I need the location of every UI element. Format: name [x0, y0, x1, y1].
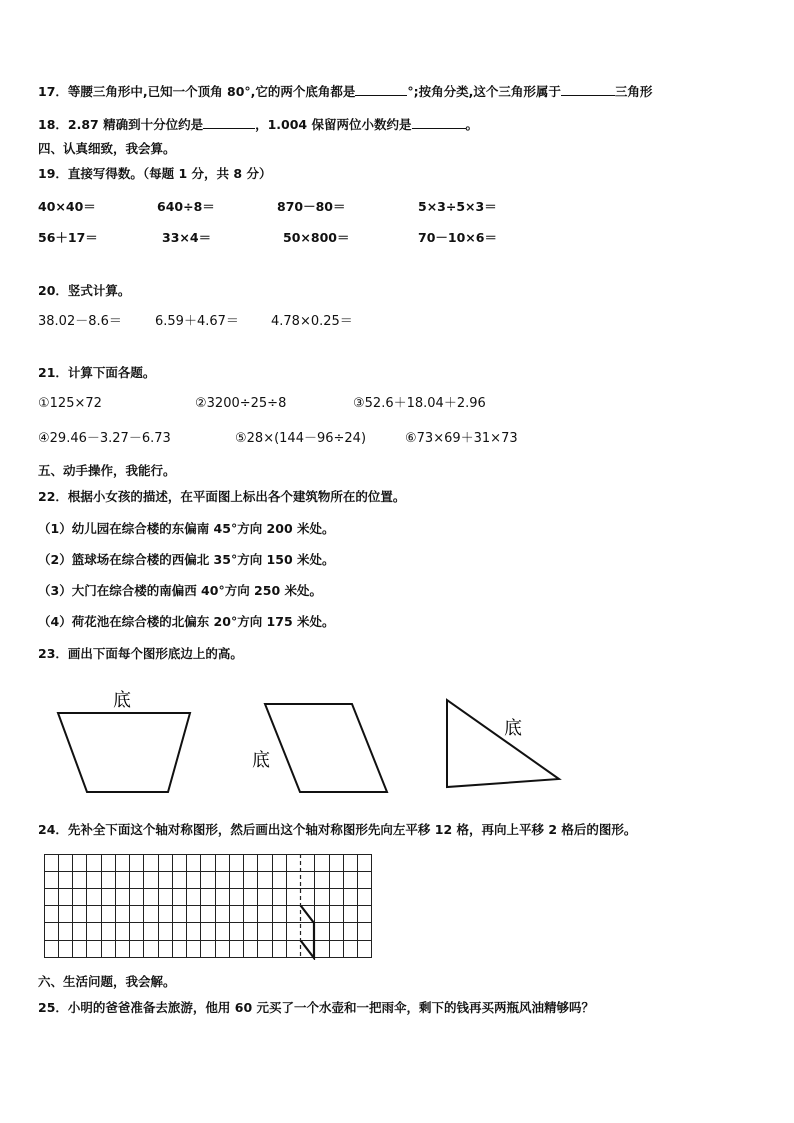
q23-title: 23．画出下面每个图形底边上的高。	[38, 646, 243, 661]
trapezoid-shape[interactable]	[58, 713, 190, 792]
q21-item-4	[38, 431, 171, 447]
q19-title: 19．直接写得数。（每题 1 分，共 8 分）	[38, 166, 272, 181]
q22-item-3: （3）大门在综合楼的南偏西 40°方向 250 米处。	[38, 583, 322, 598]
q19-item-1: 40×40＝	[38, 199, 96, 214]
q21-expr-1: 125×72	[49, 396, 102, 411]
q19-item-5: 56＋17＝	[38, 230, 98, 245]
q18-text-c: 。	[465, 117, 479, 132]
trapezoid-base-label: 底	[113, 690, 131, 711]
q21-expr-3: 52.6＋18.04＋2.96	[364, 396, 486, 411]
q25-title: 25．小明的爸爸准备去旅游，他用 60 元买了一个水壶和一把雨伞，剩下的钱再买两瓶风油精够吗？	[38, 1000, 594, 1015]
q21-expr-5: 28×(144－96÷24)	[246, 431, 367, 446]
question-18	[38, 116, 478, 133]
q21-marker-1: ①	[38, 396, 50, 411]
q19-item-6: 33×4＝	[162, 230, 212, 245]
q20-item-3: 4.78×0.25＝	[271, 314, 353, 329]
q19-item-8: 70－10×6＝	[418, 230, 497, 245]
q22-item-4: （4）荷花池在综合楼的北偏东 20°方向 175 米处。	[38, 614, 335, 629]
q17-blank-1[interactable]	[355, 83, 407, 96]
triangle-base-label: 底	[504, 718, 522, 739]
q18-text-b: ，1.004 保留两位小数约是	[255, 117, 412, 132]
q19-item-2: 640÷8＝	[157, 199, 215, 214]
q17-text-a: 17．等腰三角形中,已知一个顶角 80°,它的两个底角都是	[38, 84, 356, 99]
q17-text-b: °;按角分类,这个三角形属于	[407, 84, 561, 99]
q21-item-5	[235, 431, 366, 447]
q19-item-4: 5×3÷5×3＝	[418, 199, 497, 214]
section-5-heading: 五、动手操作，我能行。	[38, 463, 176, 478]
q21-marker-3: ③	[353, 396, 365, 411]
q21-expr-4: 29.46－3.27－6.73	[49, 431, 171, 446]
q23-figures	[0, 680, 794, 820]
half-shape	[301, 906, 314, 958]
q18-text-a: 18．2.87 精确到十分位约是	[38, 117, 204, 132]
q20-item-1: 38.02－8.6＝	[38, 314, 122, 329]
q22-title: 22．根据小女孩的描述，在平面图上标出各个建筑物所在的位置。	[38, 489, 406, 504]
parallelogram-shape[interactable]	[265, 704, 387, 792]
q17-blank-2[interactable]	[561, 83, 615, 96]
q22-item-1: （1）幼儿园在综合楼的东偏南 45°方向 200 米处。	[38, 521, 335, 536]
q21-title: 21．计算下面各题。	[38, 365, 156, 380]
q21-marker-4: ④	[38, 431, 50, 446]
q20-title: 20．竖式计算。	[38, 283, 131, 298]
q20-item-2: 6.59＋4.67＝	[155, 314, 239, 329]
q18-blank-2[interactable]	[412, 116, 466, 129]
q24-title: 24．先补全下面这个轴对称图形，然后画出这个轴对称图形先向左平移 12 格，再向上平移 2 格后的图形。	[38, 822, 637, 837]
q24-grid[interactable]	[44, 854, 374, 960]
q17-text-c: 三角形	[614, 84, 653, 99]
q21-item-3	[353, 396, 486, 412]
parallelogram-base-label: 底	[252, 750, 270, 771]
q21-marker-5: ⑤	[235, 431, 247, 446]
q21-marker-6: ⑥	[405, 431, 417, 446]
q21-item-1	[38, 396, 102, 412]
q18-blank-1[interactable]	[203, 116, 255, 129]
q19-item-3: 870－80＝	[277, 199, 346, 214]
q19-item-7: 50×800＝	[283, 230, 350, 245]
q21-item-6	[405, 431, 518, 447]
q21-expr-6: 73×69＋31×73	[416, 431, 518, 446]
q21-expr-2: 3200÷25÷8	[206, 396, 287, 411]
section-4-heading: 四、认真细致，我会算。	[38, 141, 176, 156]
q22-item-2: （2）篮球场在综合楼的西偏北 35°方向 150 米处。	[38, 552, 335, 567]
q21-item-2	[195, 396, 286, 412]
q21-marker-2: ②	[195, 396, 207, 411]
triangle-shape[interactable]	[447, 700, 559, 787]
section-6-heading: 六、生活问题，我会解。	[38, 974, 176, 989]
question-17	[38, 83, 652, 100]
